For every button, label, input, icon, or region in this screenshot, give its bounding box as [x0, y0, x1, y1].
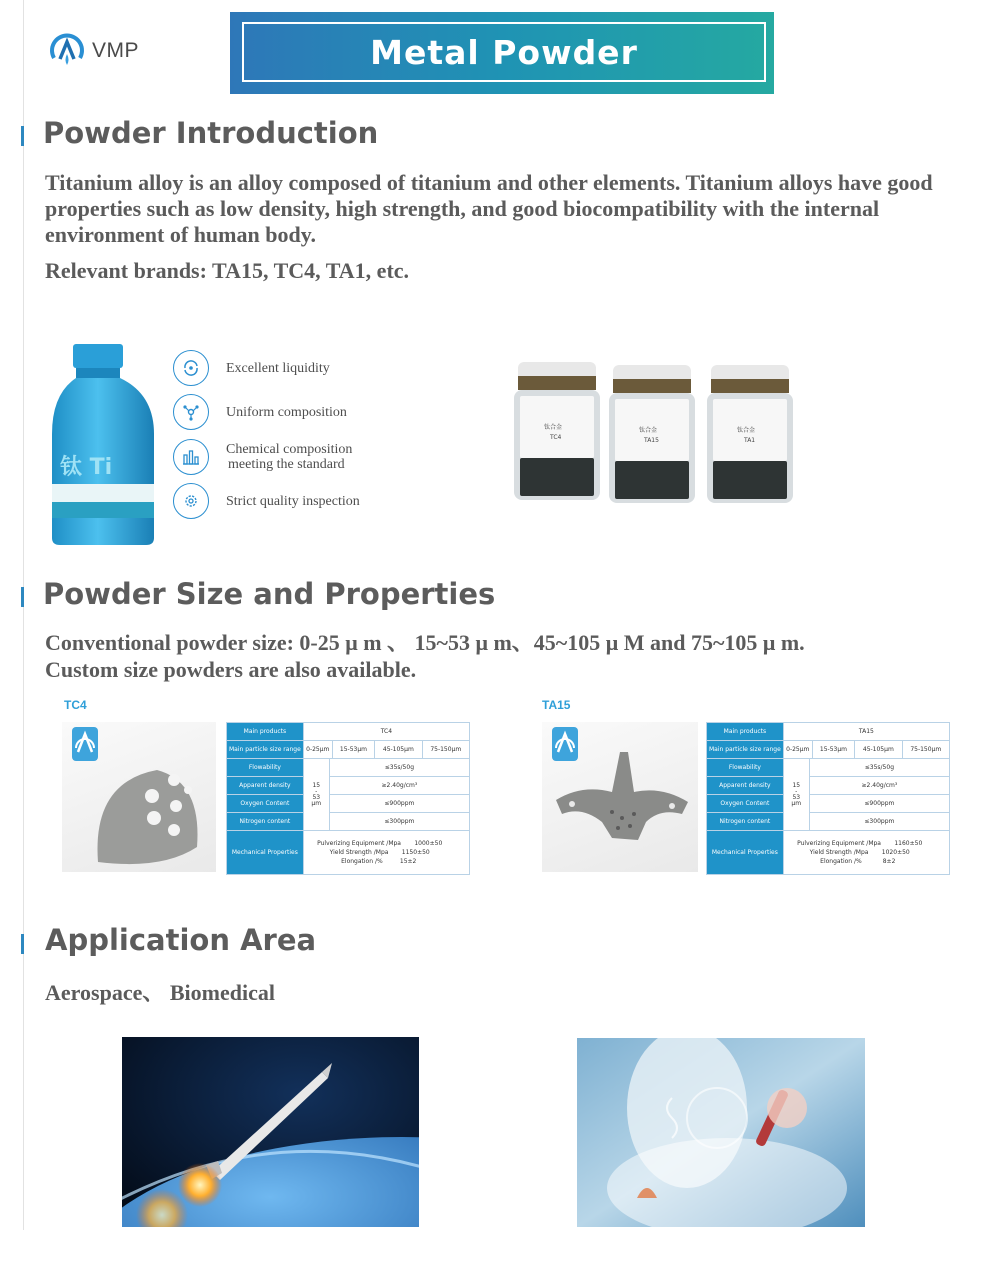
biomedical-lab-image: [577, 1038, 865, 1227]
spec-header: Mechanical Properties: [227, 831, 304, 875]
feature-label: Uniform composition: [226, 404, 347, 420]
spec-value: ≤300ppm: [329, 813, 469, 831]
mechanical-properties: Pulverizing Equipment /Mpa 1000±50 Yield Strength /Mpa 1150±50 Elongation /% 15±2: [303, 831, 469, 875]
feature-item: [173, 350, 330, 386]
jar-name: 钛合金: [639, 427, 658, 434]
jar-name: 钛合金: [544, 424, 563, 431]
ta15-product-image: [542, 722, 698, 872]
range-cell: 45-105μm: [375, 741, 422, 759]
brand-name: VMP: [92, 39, 140, 62]
range-cell: 75-150μm: [422, 741, 469, 759]
section-title-intro: Powder Introduction: [43, 116, 379, 150]
relevant-brands: Relevant brands: TA15, TC4, TA1, etc.: [45, 258, 410, 283]
tc4-product-image: [62, 722, 216, 872]
range-cell: 75-150μm: [902, 741, 949, 759]
range-cell: 0-25μm: [303, 741, 332, 759]
section-marker: [21, 126, 24, 146]
section-title-application: Application Area: [45, 923, 317, 957]
titanium-powder-bottle: [46, 342, 161, 547]
jar-grade: TA15: [644, 437, 659, 444]
feature-label: [226, 442, 352, 472]
spec-header: Main particle size range: [227, 741, 304, 759]
powder-jar: [609, 365, 695, 507]
spec-value: ≥2.40g/cm³: [329, 777, 469, 795]
spec-value: TA15: [783, 723, 949, 741]
section-title-size: Powder Size and Properties: [43, 577, 496, 611]
spec-header: Oxygen Content: [227, 795, 304, 813]
spec-header: Apparent density: [707, 777, 784, 795]
powder-jar: [707, 365, 793, 507]
jar-grade: TA1: [744, 437, 756, 444]
section-marker: [21, 587, 24, 607]
cycle-icon: [173, 350, 209, 386]
range-cell: 15-53μm: [332, 741, 374, 759]
spec-value: TC4: [303, 723, 469, 741]
vmp-logo-icon: [48, 32, 86, 70]
feature-label-line: meeting the standard: [228, 457, 345, 472]
intro-paragraph: Titanium alloy is an alloy composed of titanium and other elements. Titanium alloys have good properties such as low density, high strength, and good biocompatibility with the internal environment of human body.: [45, 170, 933, 247]
feature-item: [173, 439, 352, 475]
size-note: 15 - 53 μm: [783, 777, 809, 813]
feature-label: Strict quality inspection: [226, 493, 360, 509]
size-line: Conventional powder size: 0-25 μ m 、 15~53 μ m、45~105 μ M and 75~105 μ m.: [45, 630, 805, 655]
feature-label: Excellent liquidity: [226, 360, 330, 376]
jar-grade: TC4: [550, 434, 562, 441]
spec-header: Apparent density: [227, 777, 304, 795]
spec-value: ≤35s/50g: [329, 759, 469, 777]
feature-label-line: Chemical composition: [226, 442, 353, 457]
lab-icon: [173, 439, 209, 475]
size-line: Custom size powders are also available.: [45, 657, 417, 682]
page-title: Metal Powder: [370, 32, 638, 72]
product-label-ta15: TA15: [542, 698, 571, 712]
spec-header: Flowability: [227, 759, 304, 777]
title-banner-frame: [242, 22, 766, 82]
spec-header: Main products: [227, 723, 304, 741]
spec-header: Main particle size range: [707, 741, 784, 759]
spec-header: Flowability: [707, 759, 784, 777]
jar-name: 钛合金: [737, 427, 756, 434]
feature-item: [173, 483, 360, 519]
spec-header: Nitrogen content: [227, 813, 304, 831]
spec-header: Nitrogen content: [707, 813, 784, 831]
molecule-icon: [173, 394, 209, 430]
section-marker: [21, 934, 24, 954]
range-cell: 0-25μm: [783, 741, 812, 759]
range-cell: 15-53μm: [812, 741, 854, 759]
spec-header: Oxygen Content: [707, 795, 784, 813]
brand-logo[interactable]: [48, 32, 139, 70]
spec-header: Mechanical Properties: [707, 831, 784, 875]
feature-item: [173, 394, 347, 430]
powder-jars: [512, 362, 812, 510]
mechanical-properties: Pulverizing Equipment /Mpa 1160±50 Yield Strength /Mpa 1020±50 Elongation /% 8±2: [783, 831, 949, 875]
spec-table-tc4: [226, 722, 470, 875]
spec-value: ≤900ppm: [809, 795, 949, 813]
powder-jar: [514, 362, 600, 504]
spec-header: Main products: [707, 723, 784, 741]
range-cell: 45-105μm: [855, 741, 902, 759]
spec-table-ta15: [706, 722, 950, 875]
title-banner: [230, 12, 774, 94]
gear-icon: [173, 483, 209, 519]
bottle-label: 钛 Ti: [60, 455, 113, 480]
spec-value: ≤900ppm: [329, 795, 469, 813]
spec-value: ≤300ppm: [809, 813, 949, 831]
aerospace-rocket-image: [122, 1037, 419, 1227]
spec-value: ≤35s/50g: [809, 759, 949, 777]
size-description: [45, 629, 805, 683]
spec-value: ≥2.40g/cm³: [809, 777, 949, 795]
application-list: Aerospace、 Biomedical: [45, 980, 275, 1005]
product-label-tc4: TC4: [64, 698, 87, 712]
size-note: 15 - 53 μm: [303, 777, 329, 813]
left-guide-line: [23, 0, 24, 1230]
